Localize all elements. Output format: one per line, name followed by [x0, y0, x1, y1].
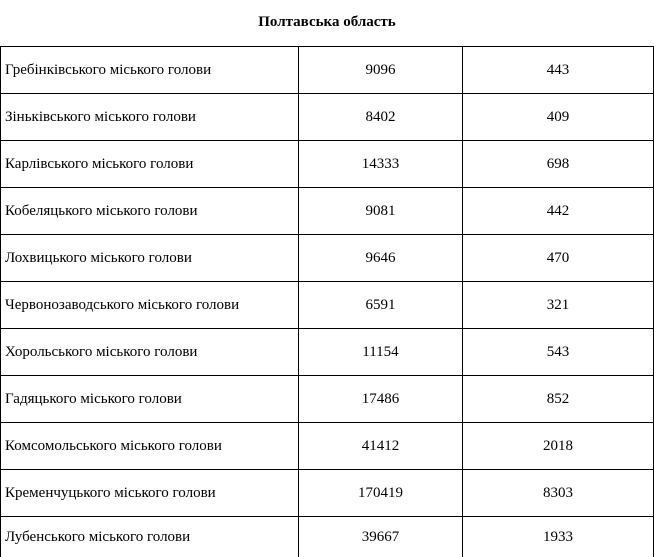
results-table — [0, 46, 654, 557]
mayor-name-cell: Кобеляцького міського голови — [1, 188, 299, 235]
table-row — [1, 517, 654, 557]
value-cell-1: 9096 — [299, 47, 463, 94]
value-cell-1: 17486 — [299, 376, 463, 423]
value-cell-1: 14333 — [299, 141, 463, 188]
mayor-name-cell: Кременчуцького міського голови — [1, 470, 299, 517]
value-cell-2: 543 — [463, 329, 654, 376]
mayor-name-cell: Гадяцького міського голови — [1, 376, 299, 423]
table-row — [1, 470, 654, 517]
value-cell-2: 470 — [463, 235, 654, 282]
value-cell-2: 443 — [463, 47, 654, 94]
value-cell-1: 9646 — [299, 235, 463, 282]
table-row — [1, 188, 654, 235]
value-cell-1: 11154 — [299, 329, 463, 376]
table-row — [1, 47, 654, 94]
mayor-name-cell: Червонозаводського міського голови — [1, 282, 299, 329]
table-row — [1, 423, 654, 470]
value-cell-2: 8303 — [463, 470, 654, 517]
value-cell-2: 852 — [463, 376, 654, 423]
mayor-name-cell: Карлівського міського голови — [1, 141, 299, 188]
value-cell-2: 2018 — [463, 423, 654, 470]
value-cell-1: 41412 — [299, 423, 463, 470]
value-cell-2: 442 — [463, 188, 654, 235]
mayor-name-cell: Зіньківського міського голови — [1, 94, 299, 141]
table-row — [1, 235, 654, 282]
table-row — [1, 141, 654, 188]
mayor-name-cell: Комсомольського міського голови — [1, 423, 299, 470]
mayor-name-cell: Лубенського міського голови — [1, 517, 299, 557]
results-table-body — [1, 47, 654, 557]
value-cell-1: 6591 — [299, 282, 463, 329]
table-row — [1, 329, 654, 376]
value-cell-1: 39667 — [299, 517, 463, 557]
table-row — [1, 376, 654, 423]
mayor-name-cell: Лохвицького міського голови — [1, 235, 299, 282]
value-cell-2: 1933 — [463, 517, 654, 557]
value-cell-2: 698 — [463, 141, 654, 188]
value-cell-1: 170419 — [299, 470, 463, 517]
value-cell-2: 321 — [463, 282, 654, 329]
table-row — [1, 94, 654, 141]
value-cell-2: 409 — [463, 94, 654, 141]
mayor-name-cell: Хорольського міського голови — [1, 329, 299, 376]
value-cell-1: 8402 — [299, 94, 463, 141]
region-title: Полтавська область — [258, 14, 396, 30]
value-cell-1: 9081 — [299, 188, 463, 235]
mayor-name-cell: Гребінківського міського голови — [1, 47, 299, 94]
table-row — [1, 282, 654, 329]
